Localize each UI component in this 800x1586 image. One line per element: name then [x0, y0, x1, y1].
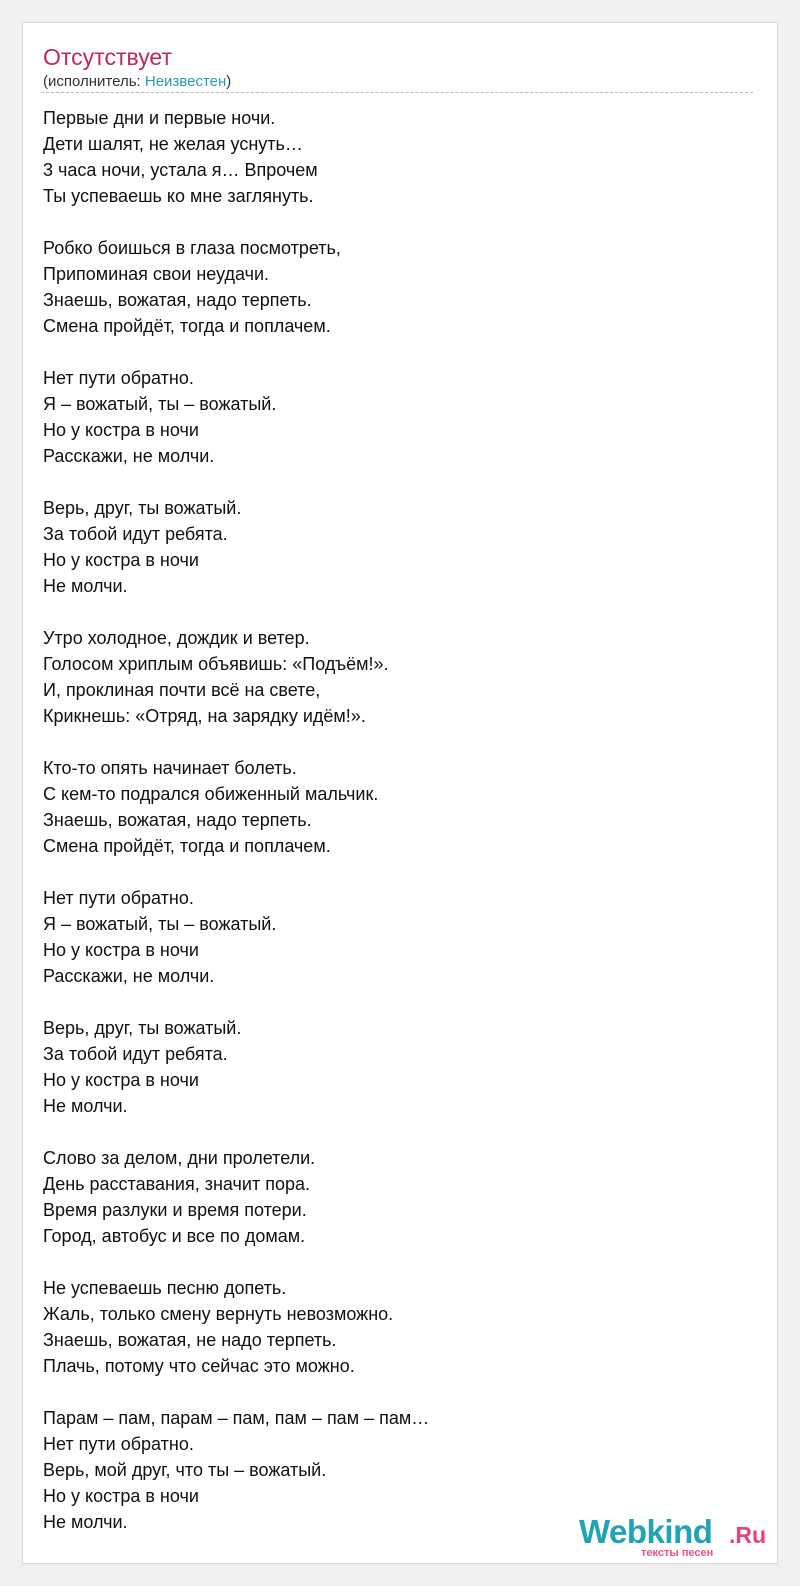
lyrics-card — [22, 22, 778, 1564]
lyrics-line: Жаль, только смену вернуть невозможно. — [43, 1304, 394, 1324]
lyrics-line: Голосом хриплым объявишь: «Подъём!». — [43, 654, 389, 674]
lyrics-line: Верь, друг, ты вожатый. — [43, 498, 242, 518]
lyrics-line: Верь, друг, ты вожатый. — [43, 1018, 242, 1038]
lyrics-stanza — [43, 1275, 743, 1379]
lyrics-line: Ты успеваешь ко мне заглянуть. — [43, 186, 314, 206]
lyrics-stanza — [43, 885, 743, 989]
artist-prefix: (исполнитель: — [43, 73, 145, 90]
lyrics-line: Слово за делом, дни пролетели. — [43, 1148, 316, 1168]
lyrics-stanza — [43, 1145, 743, 1249]
lyrics-line: За тобой идут ребята. — [43, 1044, 228, 1064]
lyrics-line: Город, автобус и все по домам. — [43, 1226, 306, 1246]
lyrics-line: Нет пути обратно. — [43, 888, 194, 908]
logo-tagline: тексты песен — [641, 1547, 714, 1559]
lyrics-line: Кто-то опять начинает болеть. — [43, 758, 297, 778]
logo-name: Webkind — [579, 1513, 713, 1550]
lyrics-stanza — [43, 365, 743, 469]
lyrics-line: 3 часа ночи, устала я… Впрочем — [43, 160, 318, 180]
lyrics-line: Дети шалят, не желая уснуть… — [43, 134, 303, 154]
lyrics-line: Но у костра в ночи — [43, 550, 199, 570]
lyrics-stanza — [43, 1015, 743, 1119]
lyrics-line: Плачь, потому что сейчас это можно. — [43, 1356, 355, 1376]
lyrics-line: Я – вожатый, ты – вожатый. — [43, 394, 277, 414]
lyrics-line: Знаешь, вожатая, надо терпеть. — [43, 810, 312, 830]
artist-link[interactable]: Неизвестен — [144, 73, 227, 90]
song-title: Отсутствует — [43, 44, 172, 70]
lyrics-line: Припоминая свои неудачи. — [43, 264, 270, 284]
lyrics-line: Смена пройдёт, тогда и поплачем. — [43, 836, 331, 856]
lyrics-line: И, проклиная почти всё на свете, — [43, 680, 321, 700]
lyrics-line: Верь, мой друг, что ты – вожатый. — [43, 1460, 327, 1480]
lyrics-line: Смена пройдёт, тогда и поплачем. — [43, 316, 331, 336]
lyrics-line: Время разлуки и время потери. — [43, 1200, 307, 1220]
lyrics-line: Но у костра в ночи — [43, 1070, 199, 1090]
lyrics-line: Но у костра в ночи — [43, 1486, 199, 1506]
artist-suffix: ) — [226, 73, 232, 90]
lyrics-line: Но у костра в ночи — [43, 940, 199, 960]
lyrics-line: Робко боишься в глаза посмотреть, — [43, 238, 341, 258]
lyrics-line: Расскажи, не молчи. — [43, 966, 215, 986]
lyrics-line: За тобой идут ребята. — [43, 524, 228, 544]
lyrics-line: Утро холодное, дождик и ветер. — [43, 628, 310, 648]
lyrics-stanza — [43, 105, 743, 209]
lyrics-body — [43, 105, 743, 1561]
lyrics-line: Не молчи. — [43, 1512, 128, 1532]
lyrics-line: С кем-то подрался обиженный мальчик. — [43, 784, 379, 804]
lyrics-line: Знаешь, вожатая, не надо терпеть. — [43, 1330, 337, 1350]
lyrics-line: Нет пути обратно. — [43, 368, 194, 388]
logo-domain: .Ru — [729, 1522, 767, 1548]
lyrics-line: Расскажи, не молчи. — [43, 446, 215, 466]
lyrics-stanza — [43, 235, 743, 339]
lyrics-line: Знаешь, вожатая, надо терпеть. — [43, 290, 312, 310]
artist-line — [43, 73, 231, 91]
lyrics-stanza — [43, 755, 743, 859]
divider — [41, 92, 753, 93]
lyrics-line: Парам – пам, парам – пам, пам – пам – пам… — [43, 1408, 430, 1428]
lyrics-line: Но у костра в ночи — [43, 420, 199, 440]
lyrics-line: Не успеваешь песню допеть. — [43, 1278, 287, 1298]
lyrics-line: Не молчи. — [43, 1096, 128, 1116]
lyrics-stanza — [43, 495, 743, 599]
lyrics-stanza — [43, 625, 743, 729]
lyrics-line: Я – вожатый, ты – вожатый. — [43, 914, 277, 934]
lyrics-line: Нет пути обратно. — [43, 1434, 194, 1454]
lyrics-line: День расставания, значит пора. — [43, 1174, 310, 1194]
site-logo[interactable] — [579, 1513, 769, 1561]
lyrics-line: Крикнешь: «Отряд, на зарядку идём!». — [43, 706, 366, 726]
lyrics-line: Не молчи. — [43, 576, 128, 596]
lyrics-line: Первые дни и первые ночи. — [43, 108, 276, 128]
